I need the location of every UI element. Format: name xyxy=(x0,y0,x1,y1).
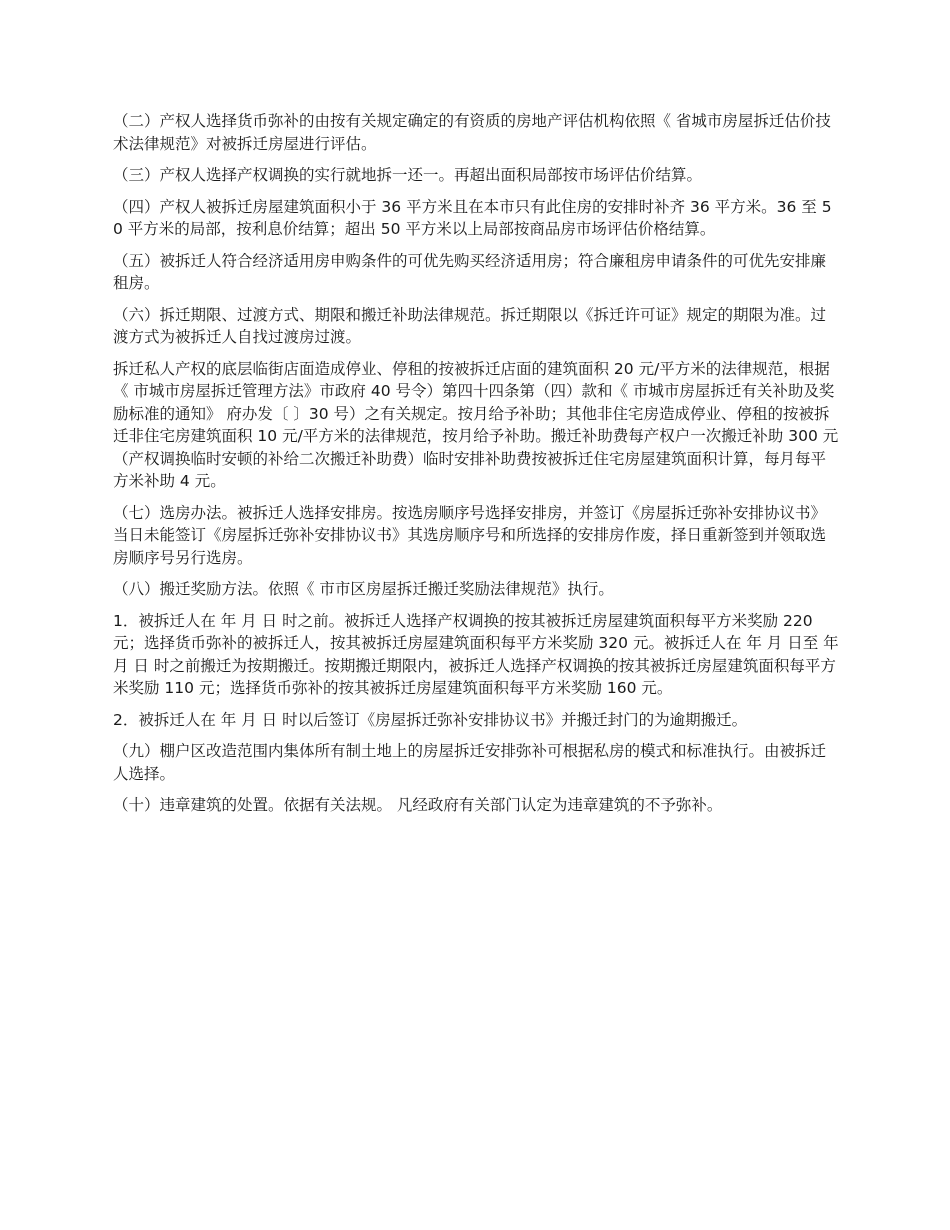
paragraph-8-item-2: 2．被拆迁人在 年 月 日 时以后签订《房屋拆迁弥补安排协议书》并搬迁封门的为逾期搬迁。 xyxy=(113,710,748,729)
paragraph-business-compensation: 拆迁私人产权的底层临街店面造成停业、停租的按被拆迁店面的建筑面积 20 元/平方米的法律规范，根据《 市城市房屋拆迁管理方法》市政府 40 号令）第四十四条第（四）款和《 市城市房屋拆迁有关补助及奖励标准的通知》 府办发〔 〕30 号）之有关规定。按月给予补助；其他非住宅房造成停业、停租的按被拆迁非住宅房建筑面积 10 元/平方米的法律规范，按月给予补助。搬迁补助费每产权户一次搬迁补助 300 元（产权调换临时安顿的补给二次搬迁补助费）临时安排补助费按被拆迁住宅房屋建筑面积计算，每月每平方米补助 4 元。 xyxy=(113,359,839,490)
paragraph-10: （十）违章建筑的处置。依据有关法规。 凡经政府有关部门认定为违章建筑的不予弥补。 xyxy=(113,796,723,814)
paragraph-6: （六）拆迁期限、过渡方式、期限和搬迁补助法律规范。拆迁期限以《拆迁许可证》规定的期限为准。过渡方式为被拆迁人自找过渡房过渡。 xyxy=(113,305,827,346)
paragraph-2: （二）产权人选择货币弥补的由按有关规定确定的有资质的房地产评估机构依照《 省城市房屋拆迁估价技术法律规范》对被拆迁房屋进行评估。 xyxy=(113,112,831,153)
paragraph-8-item-1: 1．被拆迁人在 年 月 日 时之前。被拆迁人选择产权调换的按其被拆迁房屋建筑面积每平方米奖励 220 元；选择货币弥补的被拆迁人，按其被拆迁房屋建筑面积每平方米奖励 320 元。被拆迁人在 年 月 日至 年 月 日 时之前搬迁为按期搬迁。按期搬迁期限内，被拆迁人选择产权调换的按其被拆迁房屋建筑面积每平方米奖励 110 元；选择货币弥补的按其被拆迁房屋建筑面积每平方米奖励 160 元。 xyxy=(113,611,839,697)
paragraph-7: （七）选房办法。被拆迁人选择安排房。按选房顺序号选择安排房，并签订《房屋拆迁弥补安排协议书》当日未能签订《房屋拆迁弥补安排协议书》其选房顺序号和所选择的安排房作废，择日重新签到并领取选房顺序号另行选房。 xyxy=(113,503,827,567)
paragraph-8: （八）搬迁奖励方法。依照《 市市区房屋拆迁搬迁奖励法律规范》执行。 xyxy=(113,580,614,598)
paragraph-5: （五）被拆迁人符合经济适用房申购条件的可优先购买经济适用房；符合廉租房申请条件的可优先安排廉租房。 xyxy=(113,251,827,292)
document-body xyxy=(113,110,839,826)
paragraph-3: （三）产权人选择产权调换的实行就地拆一还一。再超出面积局部按市场评估价结算。 xyxy=(113,166,703,184)
paragraph-4: （四）产权人被拆迁房屋建筑面积小于 36 平方米且在本市只有此住房的安排时补齐 36 平方米。36 至 50 平方米的局部，按利息价结算；超出 50 平方米以上局部按商品房市场评估价格结算。 xyxy=(113,197,832,238)
paragraph-9: （九）棚户区改造范围内集体所有制土地上的房屋拆迁安排弥补可根据私房的模式和标准执行。由被拆迁人选择。 xyxy=(113,742,827,783)
